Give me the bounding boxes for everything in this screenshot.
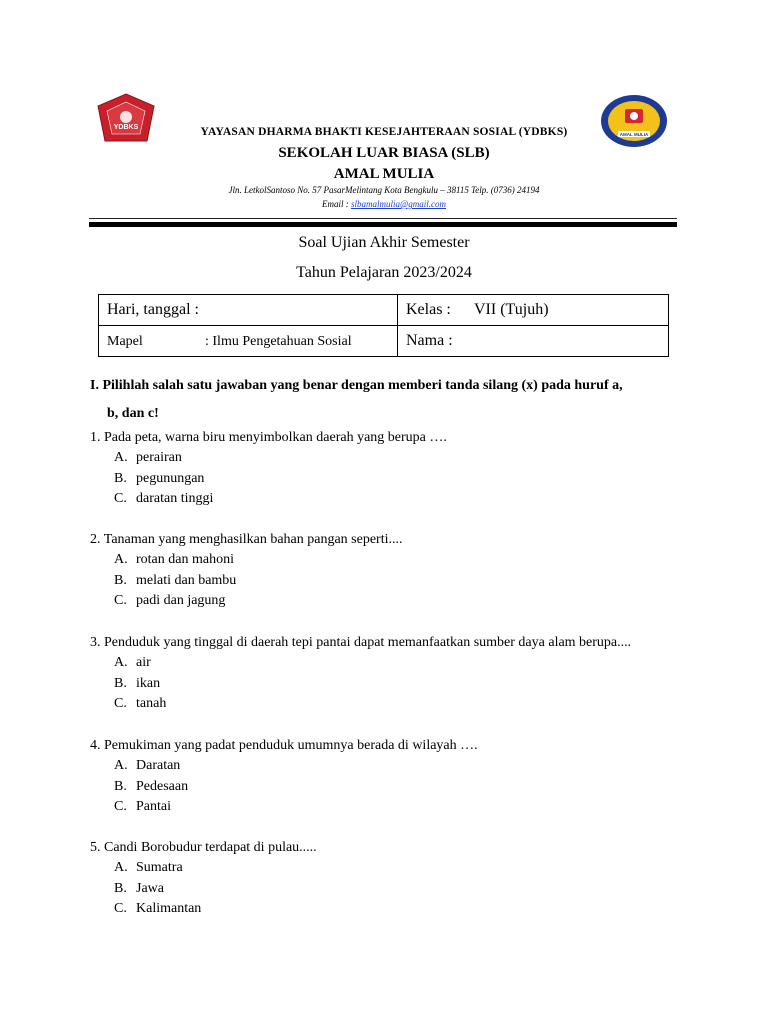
option-letter: B.: [114, 675, 127, 691]
subject-value: : Ilmu Pengetahuan Sosial: [205, 334, 352, 349]
school-name: AMAL MULIA: [333, 166, 435, 182]
question-text: 2. Tanaman yang menghasilkan bahan pangan seperti....: [90, 532, 403, 547]
option-text: padi dan jagung: [136, 593, 226, 608]
date-cell: [99, 295, 398, 326]
name-label: Nama :: [406, 332, 453, 349]
option-letter: C.: [114, 696, 127, 711]
option-text: ikan: [136, 675, 161, 691]
option-text: daratan tinggi: [136, 491, 214, 506]
class-value: VII (Tujuh): [474, 301, 549, 318]
instruction-line-2: b, dan c!: [107, 406, 159, 421]
option-c[interactable]: [90, 899, 690, 920]
question-text: 4. Pemukiman yang padat penduduk umumnya berada di wilayah ….: [90, 738, 478, 753]
question-5: [90, 838, 690, 920]
option-b[interactable]: [90, 879, 690, 900]
option-text: Sumatra: [136, 860, 183, 875]
letterhead-thin-rule: [89, 218, 677, 219]
option-text: perairan: [136, 450, 182, 465]
foundation-name: YAYASAN DHARMA BHAKTI KESEJAHTERAAN SOSIAL (YDBKS): [200, 126, 568, 138]
email-label: Email :: [321, 199, 351, 209]
option-b[interactable]: [90, 571, 690, 592]
school-email-line: [0, 199, 768, 209]
option-letter: C.: [114, 491, 127, 506]
academic-year: Tahun Pelajaran 2023/2024: [296, 264, 472, 281]
student-info-table: [98, 294, 669, 357]
name-cell: [398, 326, 669, 357]
option-text: Pantai: [136, 799, 171, 814]
subject-cell: [99, 326, 398, 357]
option-b[interactable]: [90, 777, 690, 798]
option-a[interactable]: [90, 858, 690, 879]
instruction: [90, 372, 680, 428]
option-letter: C.: [114, 593, 127, 608]
class-label: Kelas :: [406, 301, 451, 318]
option-letter: A.: [114, 655, 128, 670]
option-letter: A.: [114, 860, 128, 875]
option-c[interactable]: [90, 797, 690, 818]
option-text: melati dan bambu: [136, 572, 237, 588]
instruction-line-1: I. Pilihlah salah satu jawaban yang benar dengan memberi tanda silang (x) pada huruf a,: [90, 378, 623, 393]
date-label: Hari, tanggal :: [107, 301, 199, 318]
option-text: air: [136, 655, 151, 670]
option-letter: A.: [114, 552, 128, 567]
option-text: rotan dan mahoni: [136, 552, 234, 567]
question-3: [90, 633, 690, 715]
amal-mulia-logo: [600, 94, 668, 148]
option-letter: B.: [114, 470, 127, 486]
school-address: Jln. LetkolSantoso No. 57 PasarMelintang Kota Bengkulu – 38115 Telp. (0736) 24194: [228, 185, 540, 195]
option-letter: A.: [114, 758, 128, 773]
option-letter: C.: [114, 799, 127, 814]
option-text: Kalimantan: [136, 901, 202, 916]
option-letter: A.: [114, 450, 128, 465]
option-text: Pedesaan: [136, 778, 189, 794]
option-letter: B.: [114, 880, 127, 896]
option-b[interactable]: [90, 469, 690, 490]
option-b[interactable]: [90, 674, 690, 695]
option-a[interactable]: [90, 448, 690, 469]
option-text: Daratan: [136, 758, 181, 773]
option-letter: C.: [114, 901, 127, 916]
class-cell: [398, 295, 669, 326]
option-c[interactable]: [90, 489, 690, 510]
letterhead-thick-rule: [89, 222, 677, 227]
question-2: [90, 530, 690, 612]
option-text: pegunungan: [136, 470, 205, 486]
question-text: 5. Candi Borobudur terdapat di pulau.....: [90, 840, 317, 855]
school-type: SEKOLAH LUAR BIASA (SLB): [278, 145, 490, 161]
option-a[interactable]: [90, 653, 690, 674]
option-letter: B.: [114, 572, 127, 588]
option-text: Jawa: [136, 880, 164, 896]
option-a[interactable]: [90, 550, 690, 571]
option-c[interactable]: [90, 591, 690, 612]
option-text: tanah: [136, 696, 167, 711]
option-a[interactable]: [90, 756, 690, 777]
svg-text:YDBKS: YDBKS: [113, 124, 139, 131]
email-link[interactable]: slbamalmulia@gmail.com: [350, 199, 447, 209]
option-c[interactable]: [90, 694, 690, 715]
option-letter: B.: [114, 778, 127, 794]
exam-title: Soal Ujian Akhir Semester: [298, 234, 470, 251]
svg-text:AMAL MULIA: AMAL MULIA: [619, 132, 649, 137]
question-4: [90, 736, 690, 818]
question-text: 1. Pada peta, warna biru menyimbolkan daerah yang berupa ….: [90, 430, 447, 445]
question-1: [90, 428, 690, 510]
subject-label: Mapel: [107, 334, 143, 349]
question-text: 3. Penduduk yang tinggal di daerah tepi pantai dapat memanfaatkan sumber daya alam berupa....: [90, 635, 632, 650]
